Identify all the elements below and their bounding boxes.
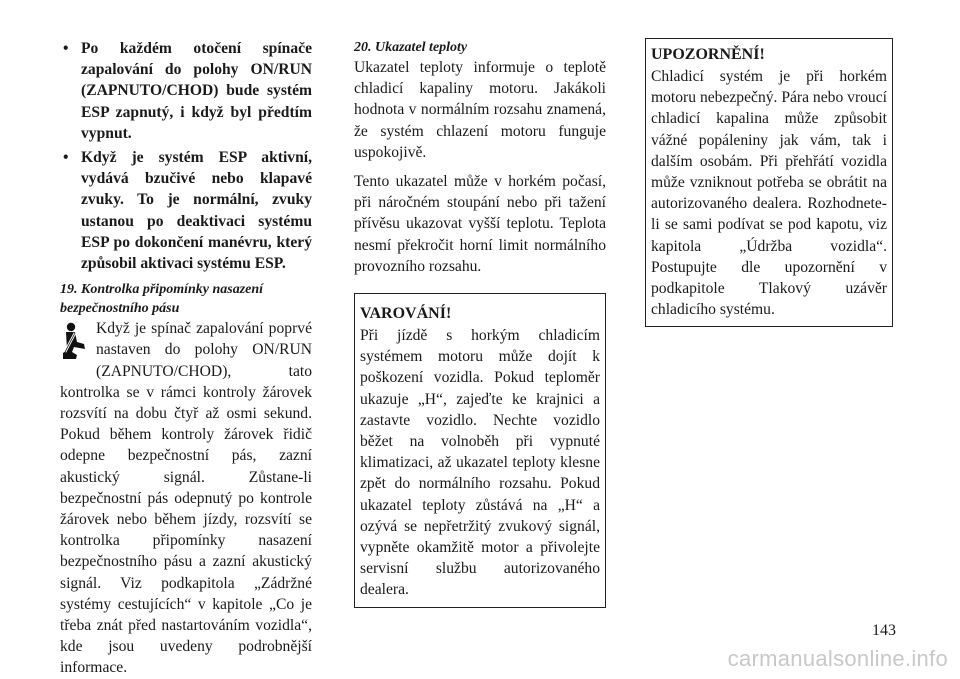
seatbelt-body — [60, 318, 312, 678]
seatbelt-reminder-icon — [60, 322, 88, 360]
seatbelt-body-text: Když je spínač zapalování poprvé nastaven do polohy ON/RUN (ZAPNUTO/CHOD), tato kontrolka se v rámci kontroly žárovek rozsvítí na dobu čtyř až osmi sekund. Pokud během kontroly žárovek řidič odepne bezpečnostní pás, zazní akustický signál. Zůstane-li bezpečnostní pás odepnutý po kontrole žárovek nebo během jízdy, rozsvítí se kontrolka připomínky nasazení bezpečnostního pásu a zazní akustický signál. Viz podkapitola „Zádržné systémy cestujících“ v kapitole „Co je třeba znát před nastartováním vozidla“, kde jsou uvedeny podrobnější informace. — [60, 320, 312, 677]
watermark: carmanualsonline.info — [727, 646, 948, 671]
right-column — [645, 38, 893, 327]
page-number: 143 — [872, 622, 896, 639]
bullet-text: Po každém otočení spínače zapalování do polohy ON/RUN (ZAPNUTO/CHOD) bude systém ESP zapnutý, i když byl předtím vypnut. — [81, 40, 312, 142]
warning-text: Při jízdě s horkým chladicím systémem motoru může dojít k poškození vozidla. Pokud teploměr ukazuje „H“, zajeďte ke krajnici a zastavte vozidlo. Nechte vozidlo běžet na volnoběh při vypnuté klimatizaci, až ukazatel teploty klesne zpět do normálního rozsahu. Pokud ukazatel teploty zůstává na „H“ a ozývá se nepřetržitý zvukový signál, vypněte okamžitě motor a přivolejte servisní službu autorizovaného dealera. — [360, 327, 600, 599]
warning-title: VAROVÁNÍ! — [360, 305, 452, 323]
bullet-icon: • — [63, 149, 69, 167]
list-item — [60, 38, 312, 144]
caution-box — [645, 38, 893, 327]
caution-title: UPOZORNĚNÍ! — [651, 46, 765, 63]
middle-column — [354, 38, 606, 608]
list-item — [60, 147, 312, 274]
temperature-para-1: Ukazatel teploty informuje o teplotě chladicí kapaliny motoru. Jakákoli hodnota v normálním rozsahu znamená, že systém chlazení motoru funguje uspokojivě. — [354, 59, 606, 161]
temperature-para-2: Tento ukazatel může v horkém počasí, při náročném stoupání nebo při tažení přívěsu ukazovat vyšší teplotu. Teplota nesmí překročit horní limit normálního provozního rozsahu. — [354, 173, 606, 275]
bullet-icon: • — [63, 40, 69, 57]
caution-text: Chladicí systém je při horkém motoru nebezpečný. Pára nebo vroucí chladicí kapalina může způsobit vážné popáleniny jak vám, tak i dalším osobám. Při přehřátí vozidla může vzniknout potřeba se obrátit na autorizovaného dealera. Rozhodnete-li se sami podívat se pod kapotu, viz kapitola „Údržba vozidla“. Postupujte dle upozornění v podkapitole Tlakový uzávěr chladicího systému. — [651, 68, 887, 319]
warning-box — [354, 293, 606, 608]
section-heading-seatbelt: 19. Kontrolka připomínky nasazení bezpečnostního pásu — [60, 282, 264, 317]
section-heading-temperature: 20. Ukazatel teploty — [354, 40, 468, 55]
esp-bullet-list — [60, 38, 312, 274]
left-column — [60, 38, 312, 679]
bullet-text: Když je systém ESP aktivní, vydává bzučivé nebo klapavé zvuky. To je normální, zvuky ustanou po deaktivaci systému ESP po dokončení manévru, který způsobil aktivaci systému ESP. — [81, 149, 312, 273]
